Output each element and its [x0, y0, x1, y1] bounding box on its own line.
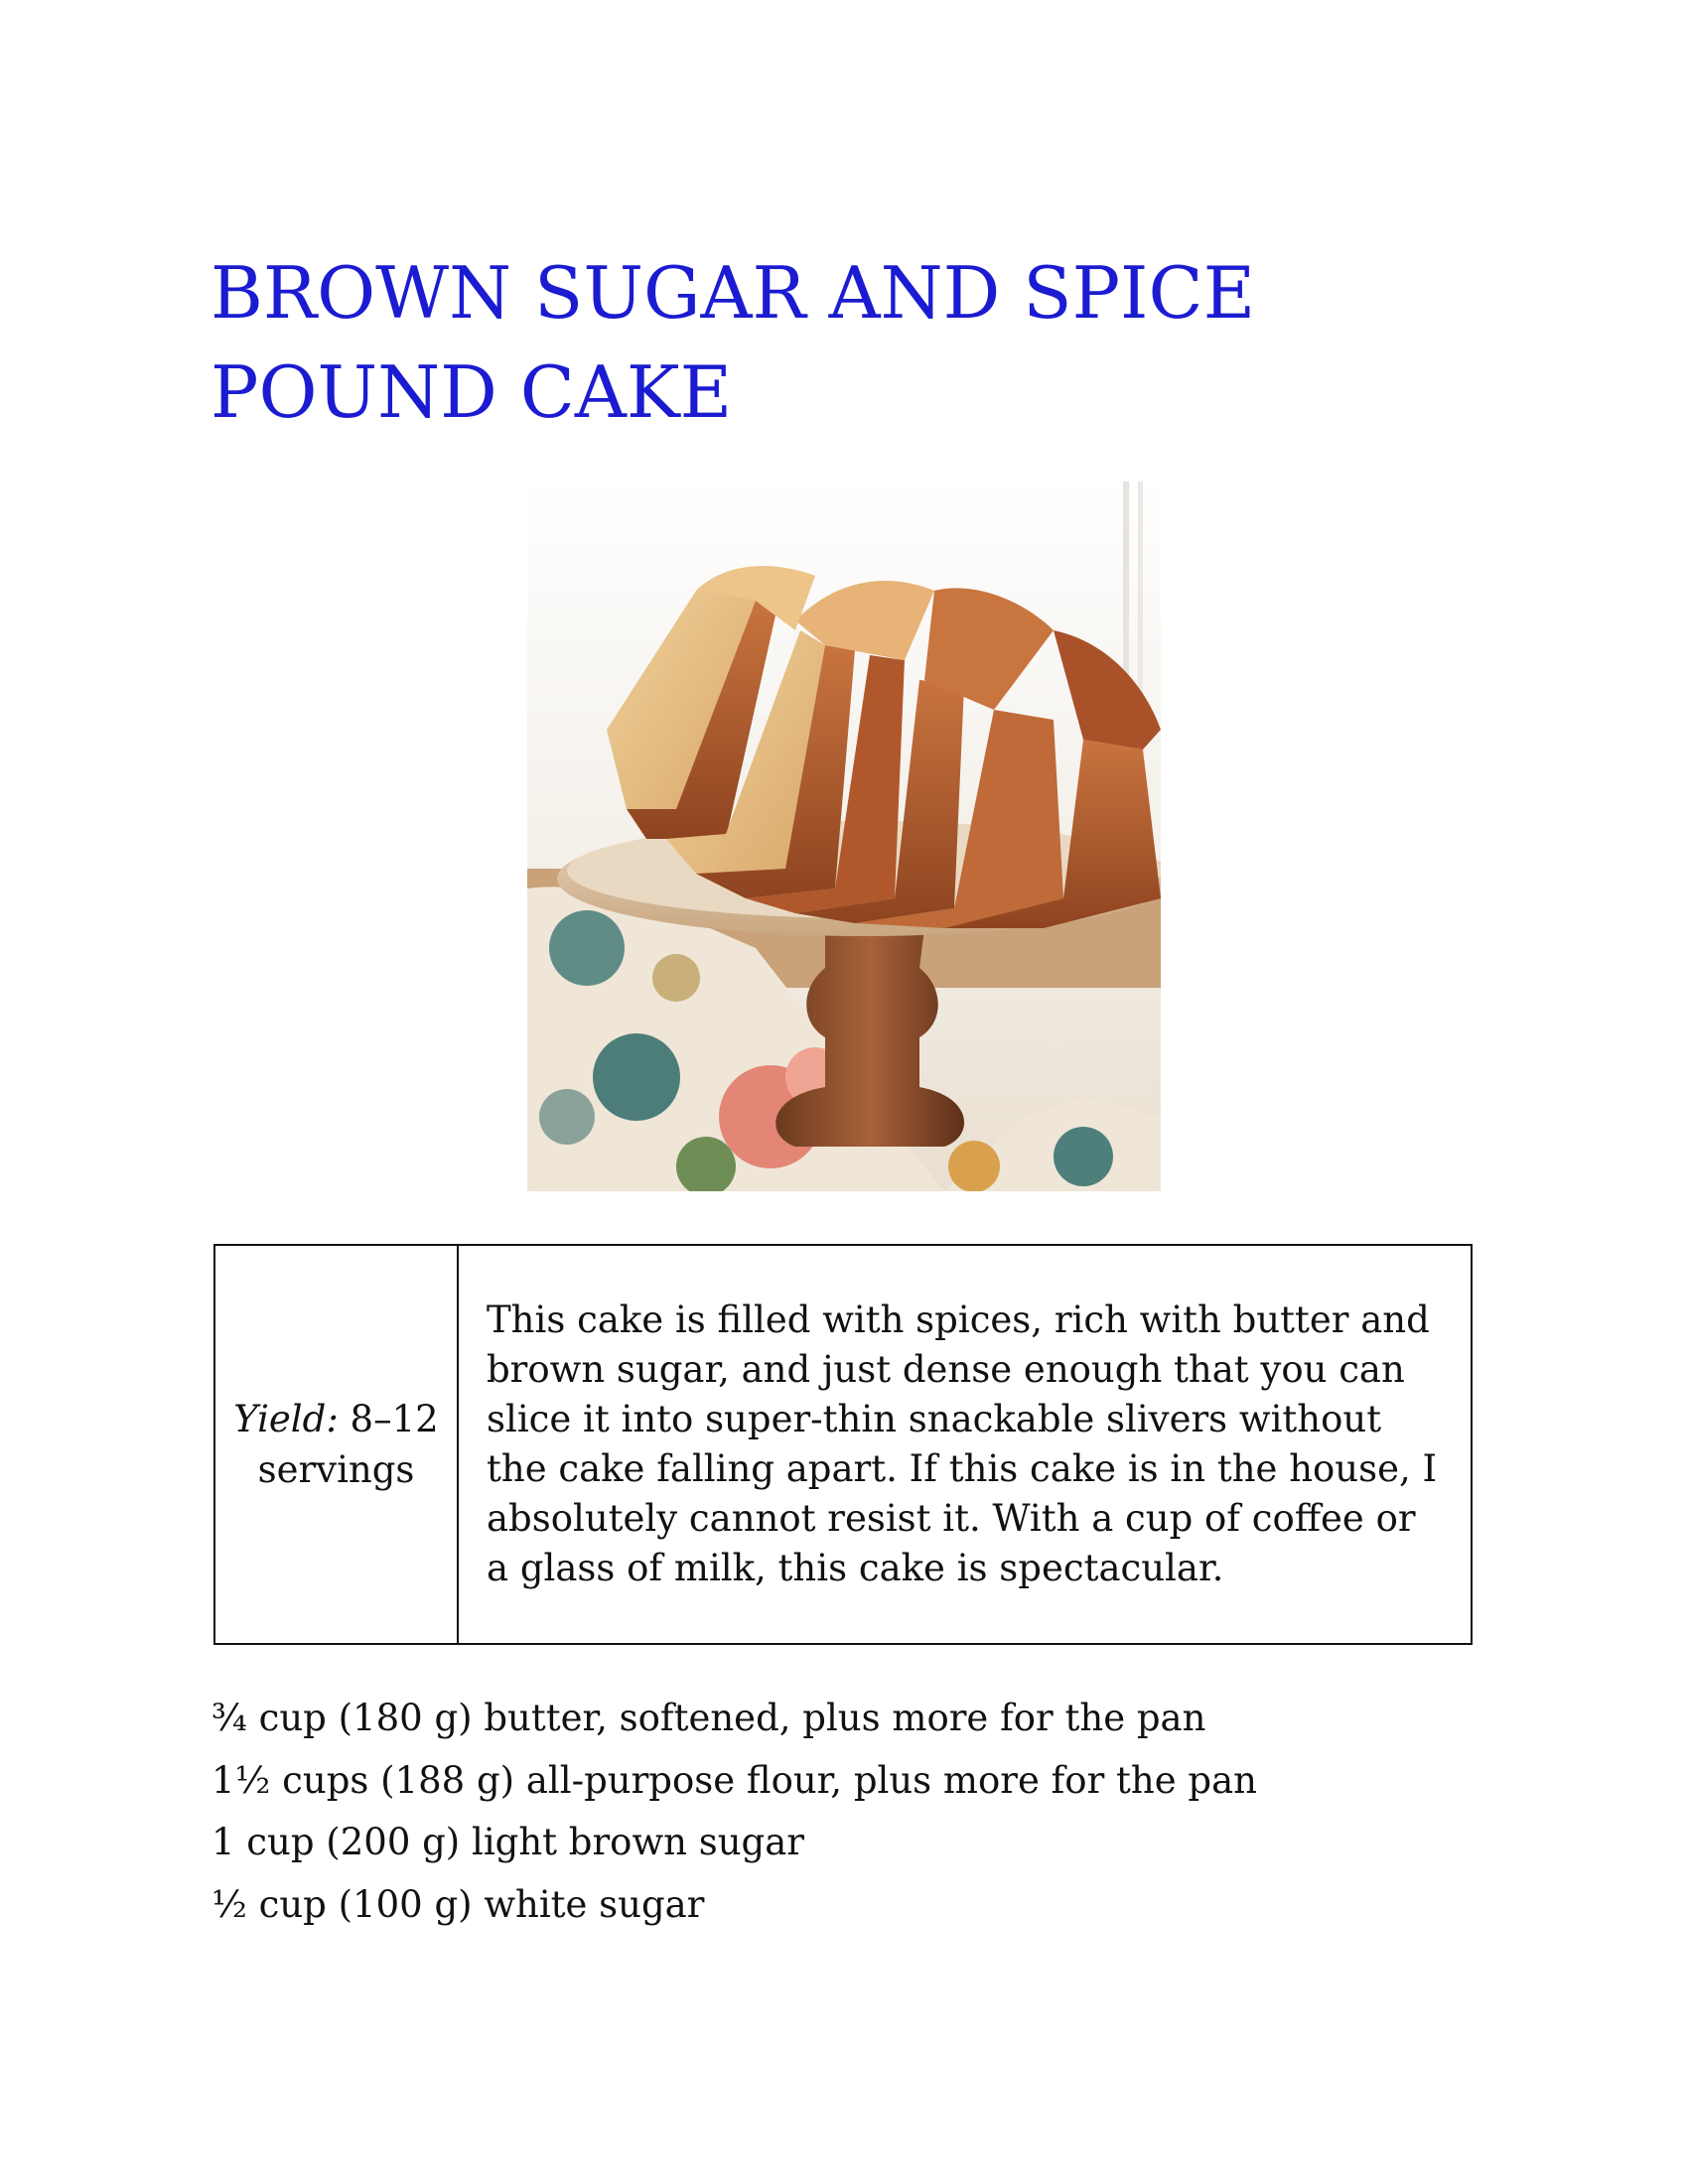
yield-label: Yield:	[233, 1398, 339, 1440]
cake-photo	[527, 481, 1161, 1191]
ingredient-list	[211, 1688, 1257, 1936]
description-cell	[459, 1246, 1471, 1643]
cake-photo-illustration	[527, 481, 1161, 1191]
yield-value: 8–12 servings	[257, 1398, 439, 1491]
yield-text	[233, 1394, 439, 1495]
recipe-info-table	[213, 1244, 1473, 1645]
ingredient-item: ¾ cup (180 g) butter, softened, plus more for the pan	[211, 1697, 1206, 1739]
yield-cell	[215, 1246, 459, 1643]
ingredient-item: ½ cup (100 g) white sugar	[211, 1882, 705, 1926]
recipe-title-line-2: POUND CAKE	[211, 350, 733, 434]
recipe-title	[211, 243, 1501, 442]
recipe-description: This cake is filled with spices, rich with butter and brown sugar, and just dense enough that you can slice it into super-thin snackable slivers without the cake falling apart. If this cake is in the house, I absolutely cannot resist it. With a cup of coffee or a glass of milk, this cake is spectacular.	[487, 1298, 1438, 1589]
ingredient-item: 1 cup (200 g) light brown sugar	[211, 1821, 804, 1863]
ingredient-item: 1½ cups (188 g) all-purpose flour, plus more for the pan	[211, 1758, 1257, 1802]
recipe-title-line-1: BROWN SUGAR AND SPICE	[211, 251, 1256, 335]
